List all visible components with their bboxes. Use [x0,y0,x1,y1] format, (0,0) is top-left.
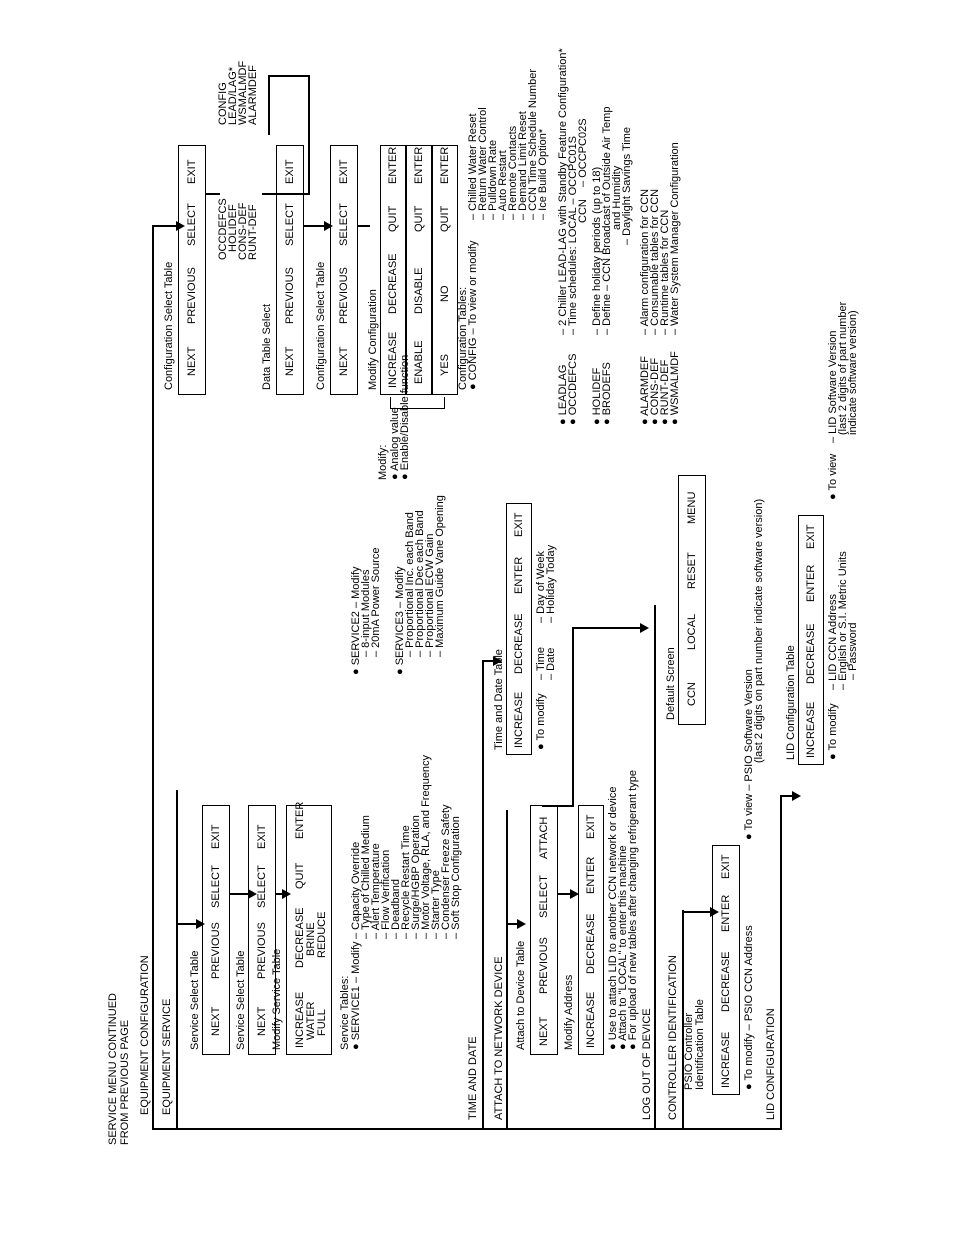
data-table-select-title: Data Table Select [261,303,273,390]
key-increase[interactable]: INCREASE [513,691,525,748]
psio-table [712,845,740,1095]
section-attach-to-network: ATTACH TO NETWORK DEVICE [493,956,505,1120]
attach-line [506,810,508,1130]
key-previous[interactable]: PREVIOUS [538,937,550,994]
key-exit[interactable]: EXIT [186,159,198,184]
key-select[interactable]: SELECT [284,203,296,246]
key-exit[interactable]: EXIT [256,824,268,849]
key-enter[interactable]: ENTER [294,801,306,839]
section-equipment-service: EQUIPMENT SERVICE [161,998,173,1115]
key-next[interactable]: NEXT [256,1006,268,1036]
header-line-2: FROM PREVIOUS PAGE [119,1019,131,1145]
key-quit[interactable]: QUIT [387,205,399,232]
key-attach[interactable]: ATTACH [538,816,550,859]
key-local[interactable]: LOCAL [686,613,698,650]
key-exit[interactable]: EXIT [805,524,817,549]
key-disable[interactable]: DISABLE [413,267,425,314]
key-increase[interactable]: INCREASE [805,701,817,758]
attach-title: Attach to Device Table [515,940,527,1050]
default-screen [678,475,706,725]
section-log-out: LOG OUT OF DEVICE [641,1008,653,1120]
modify-address-title: Modify Address [563,974,575,1050]
psio-title-2: Identification Table [694,999,706,1090]
config-tables-heading: Configuration Tables: [457,286,469,390]
key-exit[interactable]: EXIT [720,854,732,879]
modify-service-title: Modify Service Table [271,948,283,1050]
service2-label: ● SERVICE2 – Modify [350,566,362,675]
key-enter[interactable]: ENTER [585,856,597,894]
modify-address-table [578,805,604,1055]
key-exit[interactable]: EXIT [284,159,296,184]
lid-title: LID Configuration Table [785,645,797,760]
service1-label: ● SERVICE1 – Modify [350,941,362,1050]
key-previous[interactable]: PREVIOUS [338,267,350,324]
key-enable[interactable]: ENABLE [413,340,425,384]
service-tables-heading: Service Tables: [339,975,351,1050]
data-table-select [276,145,304,395]
logout-line [654,605,656,1130]
service3-label: ● SERVICE3 – Modify [394,566,406,675]
key-select[interactable]: SELECT [210,865,222,908]
key-enter[interactable]: ENTER [513,556,525,594]
config-select-table-2 [330,145,358,395]
key-decrease[interactable]: DECREASE [513,613,525,674]
service-select-title-2: Service Select Table [235,950,247,1050]
modify-config-row-3 [432,145,458,395]
key-reset[interactable]: RESET [686,552,698,589]
key-quit[interactable]: QUIT [413,205,425,232]
key-next[interactable]: NEXT [338,346,350,376]
key-select[interactable]: SELECT [256,865,268,908]
default-screen-title: Default Screen [665,647,677,720]
key-increase[interactable]: INCREASE [585,991,597,1048]
service-drop [176,923,198,925]
key-previous[interactable]: PREVIOUS [186,267,198,324]
service-select-table-1 [202,805,230,1055]
key-previous[interactable]: PREVIOUS [284,267,296,324]
header-line-1: SERVICE MENU CONTINUED [107,993,119,1145]
key-exit[interactable]: EXIT [210,824,222,849]
key-quit[interactable]: QUIT [294,862,306,889]
config-select-title-2: Configuration Select Table [315,261,327,390]
key-quit[interactable]: QUIT [439,205,451,232]
service-select-title-1: Service Select Table [189,950,201,1050]
lid-config-table [798,515,824,765]
key-select[interactable]: SELECT [186,203,198,246]
section-equipment-configuration: EQUIPMENT CONFIGURATION [139,955,151,1115]
key-decrease[interactable]: DECREASE [387,253,399,314]
main-trunk [152,1128,782,1130]
key-previous[interactable]: PREVIOUS [256,922,268,979]
key-ccn[interactable]: CCN [686,682,698,706]
time-date-line [482,660,484,1130]
attach-device-table [530,805,558,1055]
key-next[interactable]: NEXT [284,346,296,376]
modify-heading: Modify: [377,444,389,480]
key-select[interactable]: SELECT [338,203,350,246]
key-menu[interactable]: MENU [686,491,698,524]
equipment-configuration-line [152,225,154,1130]
key-increase[interactable]: INCREASE [387,331,399,388]
key-exit[interactable]: EXIT [338,159,350,184]
key-select[interactable]: SELECT [538,875,550,918]
key-no[interactable]: NO [439,285,451,302]
section-lid-configuration: LID CONFIGURATION [765,1008,777,1120]
key-decrease[interactable]: DECREASE [585,913,597,974]
service-menu-diagram: SERVICE MENU CONTINUED FROM PREVIOUS PAGE EQUIPMENT CONFIGURATION EQUIPMENT SERVICE Service Select Table NEXT PREVIOUS SELECT EXIT Service Select Table NEXT PREVIOUS SELECT EXIT Modify Service Table INCREASE DECREASE QUIT ENTER WATER BRINE FULL REDUCE Service Tables: ● SERVICE1 – Modify – Capacity Override – Type of Chilled Medium – Alert Temperature – Flow Verification – Deadband – Recycle Restart Time – Surge/HGBP Operation – Motor Voltage, RLA, and Frequency – Starter Type – Condenser Freeze Safety – Soft Stop Configuration ● SERVICE2 – Modify – 8-input Modules – 20mA Power Source ● SERVICE3 – Modify – Proportional Inc. each Band – Proportional Dec each Band – Proportional ECW Gain – Maximum Guide Vane Opening TIME AND DATE Time and Date Table INCREASE DECREASE ENTER EXIT ● To modify – Time – Date – Day of Week – Holiday Today ATTACH TO NETWORK DEVICE Attach to Device Table NEXT PREVIOUS SELECT ATTACH Modify Address INCREASE DECREASE ENTER EXIT ● Use to attach LID to another CCN network or device ● Attach to "LOCAL" to enter this machine ● For upload of new tables after changing refrigerant type LOG OUT OF DEVICE Default Screen CCN LOCAL RESET MENU CONTROLLER IDENTIFICATION PSIO Controller Identification Table INCREASE DECREASE ENTER EXIT ● To modify – PSIO CCN Address ● To view – PSIO Software Version (last 2 digits on part number indicate software version) LID CONFIGURATION LID Configuration Table INCREASE DECREASE ENTER EXIT ● To modify – LID CCN Address – English or S.I. Metric Units – Password ● To view – LID Software Version (last 2 digits of part number indicate software version) Configuration Select Table NEXT PREVIOUS SELECT EXIT OCCDEFCS HOLIDEF CONS-DEF RUNT-DEF CONFIG LEAD/LAG* WSMALMDF ALARMDEF Data Table Select NEXT PREVIOUS SELECT EXIT Configuration Select Table NEXT PREVIOUS SELECT EXIT Modify Configuration INCREASE DECREASE QUIT ENTER ENABLE DISABLE QUIT ENTER YES NO QUIT ENTER Modify: ● Analog value ● Enable/Disable function Configuration Tables: ● CONFIG – To view or modify – Chilled Water Reset – Return Water Control – Pulldown Rate – Auto Restart – Remote Contacts – Demand Limit Reset – CCN Time Schedule Number – Ice Build Option* ● LEADLAG – 2 Chiller LEAD-LAG with Standby Feature Configuration* ● OCCDEFCS – Time schedules: LOCAL – OCCPC01S CCN – OCCPC02S ● HOLIDEF – Define holiday periods (up to 18) ● BRODEFS – Define – CCN Broadcast of Outside Air Temp and Humidity – Daylight Savings Time ● ALARMDEF – Alarm configuration for CCN ● CONS-DEF – Consumable tables for CCN ● RUNT-DEF – Runtime tables for CCN ● WSMALMDF – Water System Manager Configuration [107,48,859,1145]
key-exit[interactable]: EXIT [513,512,525,537]
config-select-title: Configuration Select Table [163,261,175,390]
key-enter[interactable]: ENTER [439,146,451,184]
lid-line [780,795,782,1130]
key-previous[interactable]: PREVIOUS [210,922,222,979]
key-next[interactable]: NEXT [210,1006,222,1036]
equipment-service-line [176,790,178,1130]
key-next[interactable]: NEXT [186,346,198,376]
key-yes[interactable]: YES [439,353,451,376]
section-controller-identification: CONTROLLER IDENTIFICATION [667,955,679,1120]
psio-title-1: PSIO Controller [683,1012,695,1090]
key-decrease[interactable]: DECREASE [720,951,732,1012]
time-date-title: Time and Date Table [493,649,505,750]
key-enter[interactable]: ENTER [805,564,817,602]
key-exit[interactable]: EXIT [585,814,597,839]
key-increase[interactable]: INCREASE [720,1031,732,1088]
key-decrease[interactable]: DECREASE [805,623,817,684]
config-select-table [178,145,206,395]
key-increase[interactable]: INCREASE [294,991,306,1048]
key-decrease[interactable]: DECREASE [294,907,306,968]
modify-service-table: INCREASE DECREASE QUIT ENTER WATER BRINE FULL REDUCE [286,805,332,1055]
section-time-and-date: TIME AND DATE [467,1036,479,1120]
time-date-table [506,503,532,755]
key-enter[interactable]: ENTER [413,146,425,184]
key-enter[interactable]: ENTER [720,894,732,932]
key-next[interactable]: NEXT [538,1016,550,1046]
key-enter[interactable]: ENTER [387,146,399,184]
modify-config-title: Modify Configuration [367,289,379,390]
